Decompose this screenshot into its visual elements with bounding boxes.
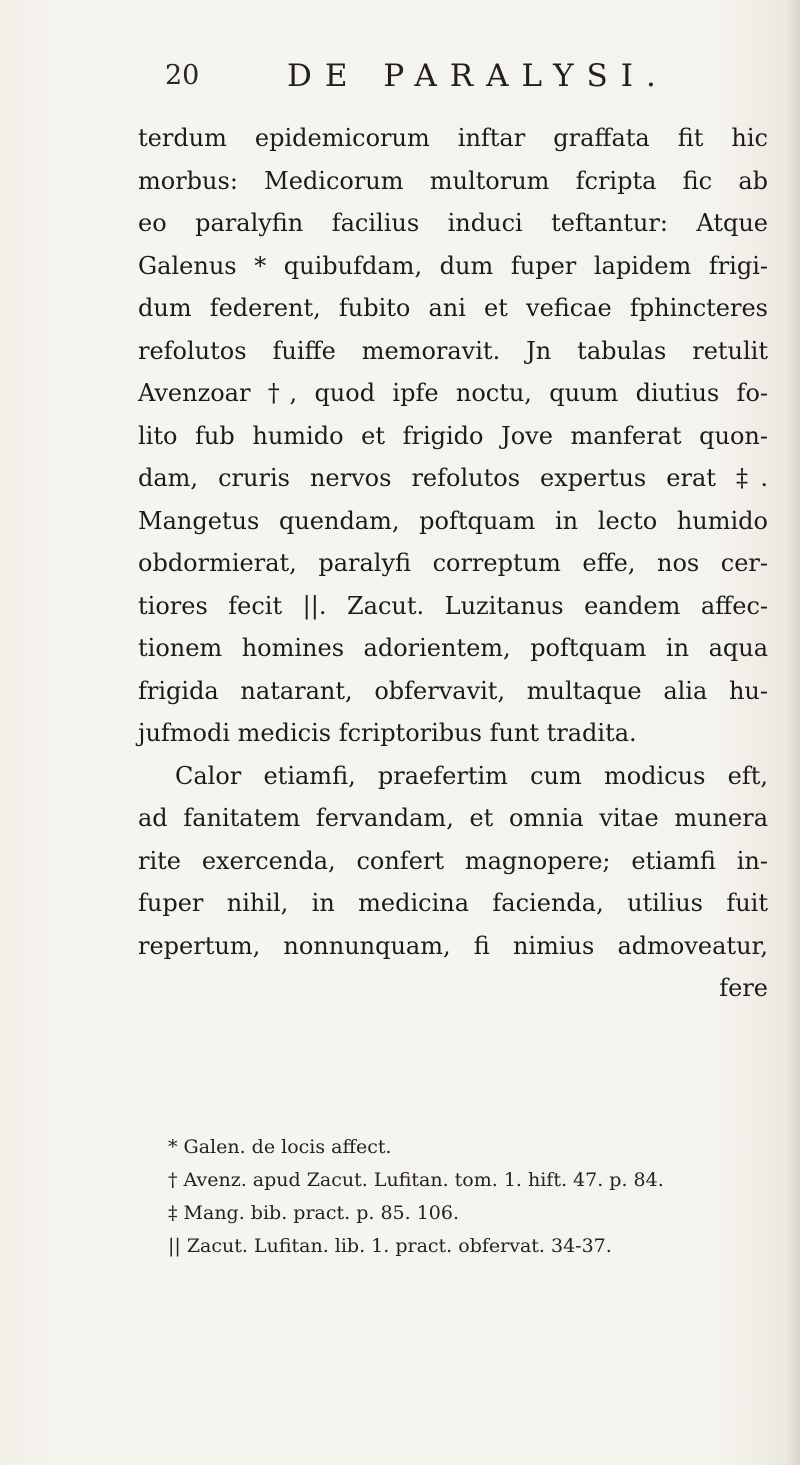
paragraph-end-line: jufmodi medicis fcriptoribus funt tradita.	[138, 719, 637, 747]
text-line: refolutos fuiffe memoravit. Jn tabulas retulit	[138, 336, 768, 365]
text-line: obdormierat, paralyfi correptum effe, nos cer-	[138, 549, 768, 577]
text-line: ad fanitatem fervandam, et omnia vitae munera	[138, 804, 768, 832]
text-line: tiores fecit ||. Zacut. Luzitanus eandem affec-	[138, 591, 768, 620]
footnote: ‡ Mang. bib. pract. p. 85. 106.	[168, 1202, 460, 1224]
footnotes	[168, 1131, 768, 1263]
catchword: fere	[719, 974, 768, 1002]
page-edge-shadow	[786, 0, 800, 1465]
text-line: lito fub humido et frigido Jove manferat quon-	[138, 421, 768, 450]
text-line: tionem homines adorientem, poftquam in aqua	[138, 634, 768, 662]
text-line: terdum epidemicorum inftar graffata fit hic	[138, 124, 768, 152]
text-line: rite exercenda, confert magnopere; etiamfi in-	[138, 846, 768, 875]
text-line: Galenus * quibufdam, dum fuper lapidem frigi-	[138, 251, 768, 280]
footnote: † Avenz. apud Zacut. Lufitan. tom. 1. hift. 47. p. 84.	[168, 1169, 664, 1191]
text-line: fuper nihil, in medicina facienda, utilius fuit	[138, 889, 768, 917]
text-line: Mangetus quendam, poftquam in lecto humido	[138, 506, 768, 535]
text-line: repertum, nonnunquam, fi nimius admoveatur,	[138, 931, 768, 960]
footnote: || Zacut. Lufitan. lib. 1. pract. obfervat. 34-37.	[168, 1235, 612, 1257]
footnote: * Galen. de locis affect.	[168, 1136, 392, 1158]
page-number: 20	[165, 60, 200, 91]
text-line: Avenzoar †, quod ipfe noctu, quum diutius fo-	[138, 379, 768, 407]
text-line: eo paralyfin facilius induci teftantur: Atque	[138, 209, 768, 237]
text-line: morbus: Medicorum multorum fcripta fic ab	[138, 166, 768, 195]
body-text	[138, 117, 768, 1010]
paragraph-start-line: Calor etiamfi, praefertim cum modicus eft,	[175, 761, 768, 790]
text-line: dam, cruris nervos refolutos expertus erat ‡.	[138, 464, 768, 492]
running-title: DE PARALYSI.	[287, 58, 669, 94]
text-line: dum federent, fubito ani et veficae fphincteres	[138, 294, 768, 322]
page-header	[165, 58, 765, 98]
text-line: frigida natarant, obfervavit, multaque alia hu-	[138, 676, 768, 705]
